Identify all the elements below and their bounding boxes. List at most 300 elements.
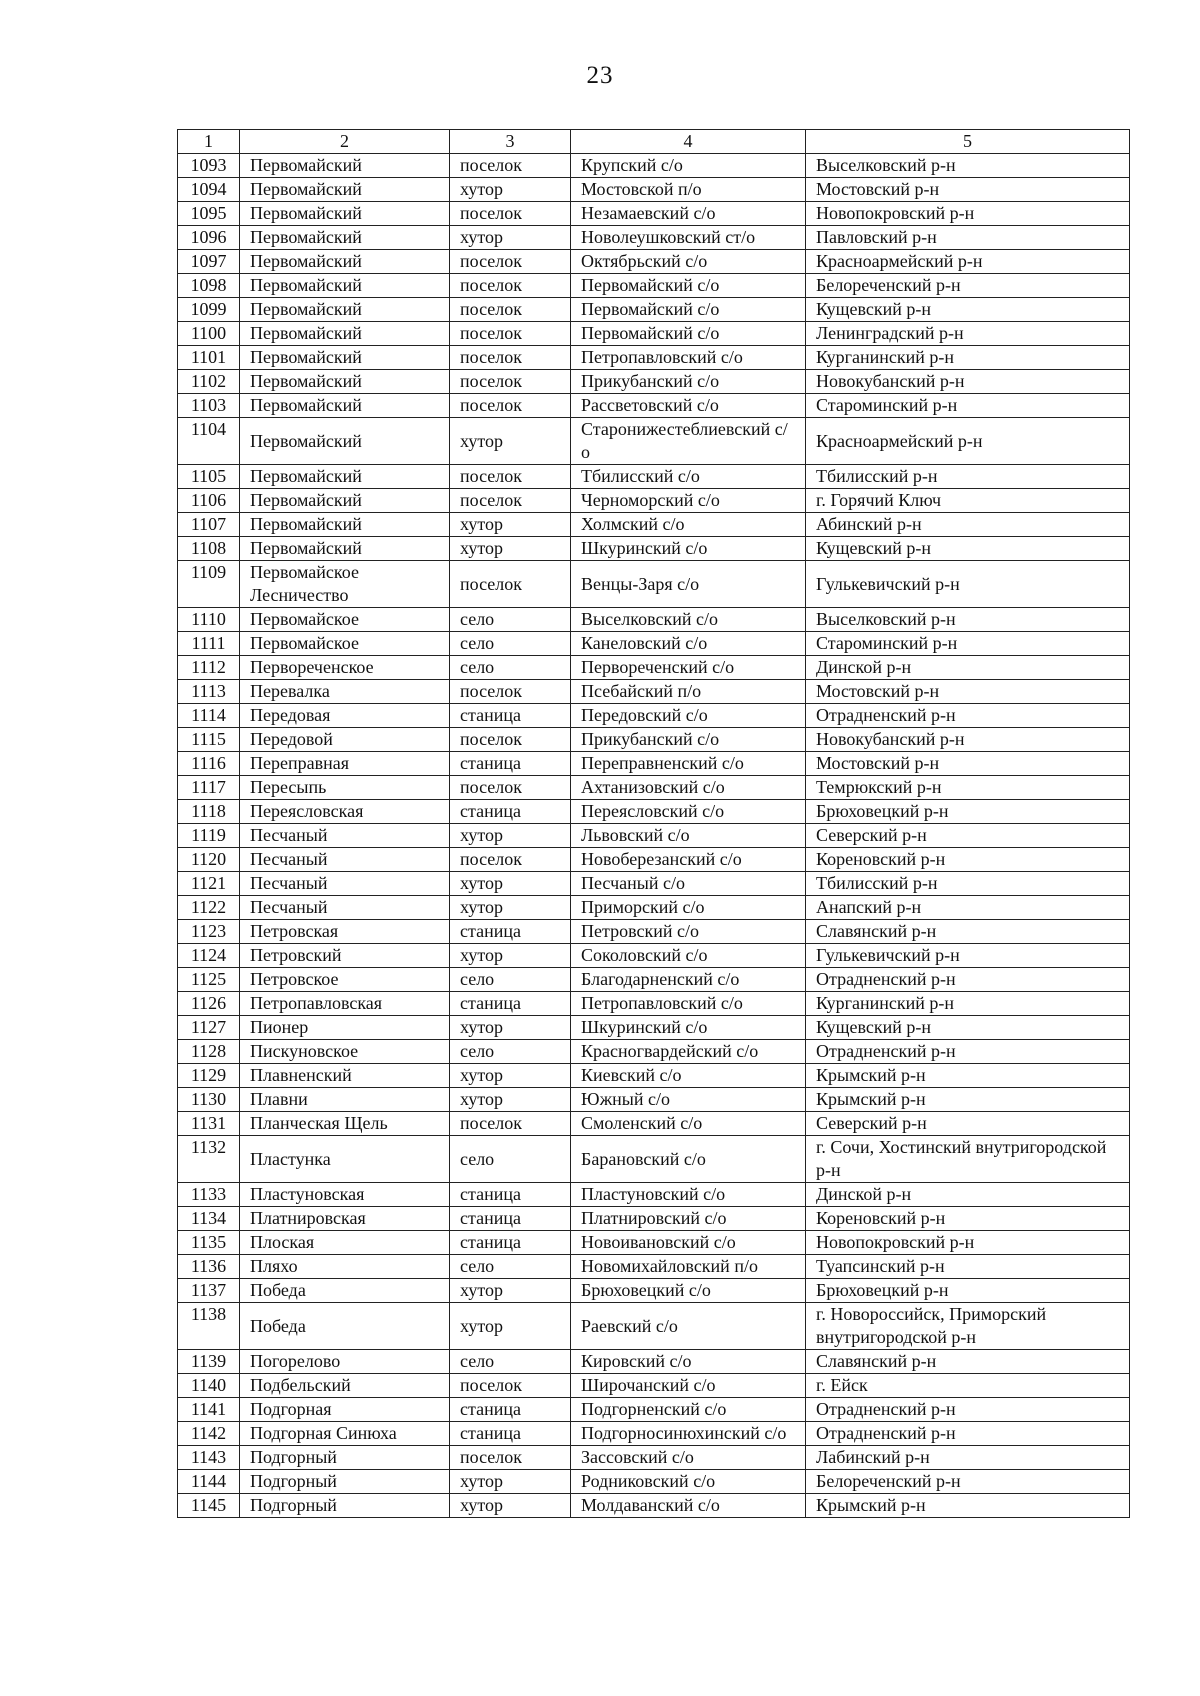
rural-council: Холмский с/о: [571, 513, 806, 537]
district: Кущевский р-н: [806, 537, 1130, 561]
rural-council: Прикубанский с/о: [571, 370, 806, 394]
table-row: [178, 728, 1130, 752]
settlement-type: станица: [450, 800, 571, 824]
rural-council: Молдаванский с/о: [571, 1494, 806, 1518]
row-number: 1109: [178, 561, 240, 608]
rural-council: Крупский с/о: [571, 154, 806, 178]
settlement-type: поселок: [450, 489, 571, 513]
rural-council: Мостовской п/о: [571, 178, 806, 202]
district: Брюховецкий р-н: [806, 1279, 1130, 1303]
settlement-type: хутор: [450, 513, 571, 537]
district: г. Новороссийск, Приморский внутригородской р-н: [806, 1303, 1130, 1350]
settlement-type: поселок: [450, 322, 571, 346]
row-number: 1094: [178, 178, 240, 202]
district: Красноармейский р-н: [806, 418, 1130, 465]
rural-council: Благодарненский с/о: [571, 968, 806, 992]
settlement-name: Песчаный: [240, 872, 450, 896]
rural-council: Шкуринский с/о: [571, 1016, 806, 1040]
district: Динской р-н: [806, 1183, 1130, 1207]
row-number: 1142: [178, 1422, 240, 1446]
table-row: [178, 394, 1130, 418]
row-number: 1141: [178, 1398, 240, 1422]
settlement-name: Первомайский: [240, 465, 450, 489]
table-row: [178, 992, 1130, 1016]
table-row: [178, 1231, 1130, 1255]
table-row: [178, 632, 1130, 656]
row-number: 1098: [178, 274, 240, 298]
settlement-name: Подгорный: [240, 1470, 450, 1494]
row-number: 1126: [178, 992, 240, 1016]
table-row: [178, 1303, 1130, 1350]
rural-council: Старонижестеблиевский с/о: [571, 418, 806, 465]
district: Кореновский р-н: [806, 848, 1130, 872]
settlement-type: хутор: [450, 178, 571, 202]
column-header: 4: [571, 130, 806, 154]
district: Отрадненский р-н: [806, 704, 1130, 728]
settlement-name: Первомайский: [240, 513, 450, 537]
settlement-type: село: [450, 656, 571, 680]
rural-council: Песчаный с/о: [571, 872, 806, 896]
settlement-name: Перевалка: [240, 680, 450, 704]
settlement-name: Подбельский: [240, 1374, 450, 1398]
table-row: [178, 824, 1130, 848]
row-number: 1106: [178, 489, 240, 513]
settlement-name: Петропавловская: [240, 992, 450, 1016]
row-number: 1097: [178, 250, 240, 274]
table-row: [178, 872, 1130, 896]
district: Красноармейский р-н: [806, 250, 1130, 274]
district: Гулькевичский р-н: [806, 944, 1130, 968]
table-row: [178, 561, 1130, 608]
settlement-name: Первомайский: [240, 250, 450, 274]
district: Курганинский р-н: [806, 992, 1130, 1016]
row-number: 1115: [178, 728, 240, 752]
row-number: 1104: [178, 418, 240, 465]
district: Отрадненский р-н: [806, 968, 1130, 992]
district: Староминский р-н: [806, 394, 1130, 418]
table-row: [178, 944, 1130, 968]
settlement-type: село: [450, 632, 571, 656]
column-header: 5: [806, 130, 1130, 154]
district: Абинский р-н: [806, 513, 1130, 537]
settlement-name: Первомайский: [240, 202, 450, 226]
district: Северский р-н: [806, 1112, 1130, 1136]
row-number: 1105: [178, 465, 240, 489]
settlement-name: Переясловская: [240, 800, 450, 824]
row-number: 1139: [178, 1350, 240, 1374]
settlement-type: поселок: [450, 776, 571, 800]
rural-council: Подгорносинюхинский с/о: [571, 1422, 806, 1446]
settlement-type: хутор: [450, 1279, 571, 1303]
district: Кореновский р-н: [806, 1207, 1130, 1231]
settlement-name: Песчаный: [240, 824, 450, 848]
settlement-name: Пересыпь: [240, 776, 450, 800]
table-row: [178, 752, 1130, 776]
table-row: [178, 1088, 1130, 1112]
settlement-type: село: [450, 1255, 571, 1279]
rural-council: Шкуринский с/о: [571, 537, 806, 561]
settlement-type: поселок: [450, 728, 571, 752]
rural-council: Первомайский с/о: [571, 274, 806, 298]
district: Крымский р-н: [806, 1088, 1130, 1112]
settlement-name: Переправная: [240, 752, 450, 776]
settlement-name: Первомайский: [240, 394, 450, 418]
settlement-name: Плоская: [240, 1231, 450, 1255]
settlement-type: хутор: [450, 1470, 571, 1494]
row-number: 1132: [178, 1136, 240, 1183]
rural-council: Платнировский с/о: [571, 1207, 806, 1231]
header-row: [178, 130, 1130, 154]
table-row: [178, 848, 1130, 872]
settlement-type: поселок: [450, 680, 571, 704]
settlement-type: село: [450, 608, 571, 632]
settlement-name: Песчаный: [240, 896, 450, 920]
settlement-name: Петровская: [240, 920, 450, 944]
settlement-name: Первомайский: [240, 346, 450, 370]
table-row: [178, 1374, 1130, 1398]
district: Белореченский р-н: [806, 274, 1130, 298]
settlement-name: Первомайское: [240, 632, 450, 656]
settlement-name: Первомайское Лесничество: [240, 561, 450, 608]
table-row: [178, 537, 1130, 561]
row-number: 1145: [178, 1494, 240, 1518]
row-number: 1113: [178, 680, 240, 704]
row-number: 1136: [178, 1255, 240, 1279]
settlement-type: поселок: [450, 465, 571, 489]
row-number: 1133: [178, 1183, 240, 1207]
row-number: 1107: [178, 513, 240, 537]
settlement-type: поселок: [450, 250, 571, 274]
settlement-type: хутор: [450, 1016, 571, 1040]
settlement-name: Погорелово: [240, 1350, 450, 1374]
district: Мостовский р-н: [806, 752, 1130, 776]
district: Лабинский р-н: [806, 1446, 1130, 1470]
settlement-type: поселок: [450, 848, 571, 872]
rural-council: Октябрьский с/о: [571, 250, 806, 274]
settlement-name: Пионер: [240, 1016, 450, 1040]
column-header: 2: [240, 130, 450, 154]
settlement-name: Планческая Щель: [240, 1112, 450, 1136]
settlement-type: хутор: [450, 1303, 571, 1350]
settlement-name: Подгорный: [240, 1446, 450, 1470]
table-row: [178, 513, 1130, 537]
rural-council: Кировский с/о: [571, 1350, 806, 1374]
table-row: [178, 1494, 1130, 1518]
page-number: 23: [586, 62, 614, 89]
district: Туапсинский р-н: [806, 1255, 1130, 1279]
settlement-type: хутор: [450, 418, 571, 465]
district: Динской р-н: [806, 656, 1130, 680]
settlement-name: Первомайский: [240, 418, 450, 465]
settlement-name: Первомайский: [240, 226, 450, 250]
table-row: [178, 776, 1130, 800]
settlement-type: станица: [450, 1422, 571, 1446]
district: Мостовский р-н: [806, 680, 1130, 704]
settlement-type: поселок: [450, 1112, 571, 1136]
district: г. Ейск: [806, 1374, 1130, 1398]
settlement-name: Песчаный: [240, 848, 450, 872]
row-number: 1140: [178, 1374, 240, 1398]
settlement-type: поселок: [450, 394, 571, 418]
rural-council: Киевский с/о: [571, 1064, 806, 1088]
settlement-name: Плавни: [240, 1088, 450, 1112]
table-row: [178, 1422, 1130, 1446]
rural-council: Соколовский с/о: [571, 944, 806, 968]
district: Староминский р-н: [806, 632, 1130, 656]
row-number: 1123: [178, 920, 240, 944]
table-row: [178, 418, 1130, 465]
settlement-name: Первореченское: [240, 656, 450, 680]
row-number: 1122: [178, 896, 240, 920]
district: Славянский р-н: [806, 1350, 1130, 1374]
table-row: [178, 1183, 1130, 1207]
row-number: 1102: [178, 370, 240, 394]
settlement-name: Пластуновская: [240, 1183, 450, 1207]
table-row: [178, 1136, 1130, 1183]
rural-council: Пластуновский с/о: [571, 1183, 806, 1207]
row-number: 1144: [178, 1470, 240, 1494]
row-number: 1137: [178, 1279, 240, 1303]
table-row: [178, 1040, 1130, 1064]
rural-council: Новоивановский с/о: [571, 1231, 806, 1255]
table-row: [178, 1279, 1130, 1303]
settlement-type: хутор: [450, 896, 571, 920]
row-number: 1110: [178, 608, 240, 632]
rural-council: Приморский с/о: [571, 896, 806, 920]
table-row: [178, 656, 1130, 680]
rural-council: Тбилисский с/о: [571, 465, 806, 489]
row-number: 1096: [178, 226, 240, 250]
district: Тбилисский р-н: [806, 872, 1130, 896]
row-number: 1127: [178, 1016, 240, 1040]
settlement-name: Победа: [240, 1279, 450, 1303]
district: Темрюкский р-н: [806, 776, 1130, 800]
row-number: 1117: [178, 776, 240, 800]
row-number: 1120: [178, 848, 240, 872]
district: г. Сочи, Хостинский внутригородской р-н: [806, 1136, 1130, 1183]
settlement-name: Первомайский: [240, 178, 450, 202]
table-row: [178, 1064, 1130, 1088]
settlement-name: Первомайский: [240, 489, 450, 513]
row-number: 1130: [178, 1088, 240, 1112]
settlement-type: хутор: [450, 944, 571, 968]
rural-council: Подгорненский с/о: [571, 1398, 806, 1422]
district: г. Горячий Ключ: [806, 489, 1130, 513]
table-row: [178, 298, 1130, 322]
table-row: [178, 226, 1130, 250]
table-header: [178, 130, 1130, 154]
table-row: [178, 322, 1130, 346]
table-row: [178, 680, 1130, 704]
settlement-name: Пластунка: [240, 1136, 450, 1183]
table-row: [178, 274, 1130, 298]
district: Северский р-н: [806, 824, 1130, 848]
district: Кущевский р-н: [806, 1016, 1130, 1040]
settlement-type: поселок: [450, 154, 571, 178]
settlement-type: хутор: [450, 226, 571, 250]
table-row: [178, 1255, 1130, 1279]
district: Выселковский р-н: [806, 608, 1130, 632]
settlement-type: станица: [450, 1398, 571, 1422]
row-number: 1108: [178, 537, 240, 561]
row-number: 1131: [178, 1112, 240, 1136]
settlement-type: поселок: [450, 561, 571, 608]
table-row: [178, 1016, 1130, 1040]
settlements-table: [177, 129, 1130, 1518]
district: Анапский р-н: [806, 896, 1130, 920]
settlement-name: Первомайский: [240, 537, 450, 561]
settlement-type: станица: [450, 1207, 571, 1231]
rural-council: Переясловский с/о: [571, 800, 806, 824]
district: Выселковский р-н: [806, 154, 1130, 178]
table-body: [178, 154, 1130, 1518]
settlement-name: Первомайское: [240, 608, 450, 632]
district: Брюховецкий р-н: [806, 800, 1130, 824]
settlement-name: Петровское: [240, 968, 450, 992]
settlement-name: Пляхо: [240, 1255, 450, 1279]
table-row: [178, 1350, 1130, 1374]
table-row: [178, 465, 1130, 489]
settlement-type: село: [450, 1350, 571, 1374]
table-row: [178, 202, 1130, 226]
rural-council: Рассветовский с/о: [571, 394, 806, 418]
rural-council: Первомайский с/о: [571, 298, 806, 322]
row-number: 1143: [178, 1446, 240, 1470]
table-row: [178, 489, 1130, 513]
row-number: 1112: [178, 656, 240, 680]
settlement-type: поселок: [450, 1446, 571, 1470]
settlement-type: поселок: [450, 346, 571, 370]
rural-council: Черноморский с/о: [571, 489, 806, 513]
rural-council: Петропавловский с/о: [571, 346, 806, 370]
rural-council: Венцы-Заря с/о: [571, 561, 806, 608]
row-number: 1095: [178, 202, 240, 226]
settlement-type: поселок: [450, 370, 571, 394]
rural-council: Псебайский п/о: [571, 680, 806, 704]
rural-council: Петровский с/о: [571, 920, 806, 944]
rural-council: Петропавловский с/о: [571, 992, 806, 1016]
settlement-name: Передовой: [240, 728, 450, 752]
settlement-name: Плавненский: [240, 1064, 450, 1088]
rural-council: Первореченский с/о: [571, 656, 806, 680]
row-number: 1116: [178, 752, 240, 776]
settlement-name: Первомайский: [240, 322, 450, 346]
settlement-name: Подгорный: [240, 1494, 450, 1518]
table-row: [178, 1398, 1130, 1422]
settlement-type: село: [450, 1136, 571, 1183]
table-row: [178, 704, 1130, 728]
row-number: 1135: [178, 1231, 240, 1255]
row-number: 1138: [178, 1303, 240, 1350]
district: Павловский р-н: [806, 226, 1130, 250]
table-row: [178, 178, 1130, 202]
district: Отрадненский р-н: [806, 1422, 1130, 1446]
row-number: 1114: [178, 704, 240, 728]
district: Крымский р-н: [806, 1064, 1130, 1088]
rural-council: Зассовский с/о: [571, 1446, 806, 1470]
row-number: 1128: [178, 1040, 240, 1064]
row-number: 1118: [178, 800, 240, 824]
settlement-type: хутор: [450, 872, 571, 896]
settlement-name: Подгорная: [240, 1398, 450, 1422]
row-number: 1121: [178, 872, 240, 896]
rural-council: Новоберезанский с/о: [571, 848, 806, 872]
table-row: [178, 1470, 1130, 1494]
settlement-type: поселок: [450, 274, 571, 298]
district: Новопокровский р-н: [806, 202, 1130, 226]
settlement-type: станица: [450, 992, 571, 1016]
rural-council: Львовский с/о: [571, 824, 806, 848]
table-row: [178, 1112, 1130, 1136]
rural-council: Переправненский с/о: [571, 752, 806, 776]
settlement-type: хутор: [450, 1494, 571, 1518]
settlement-type: станица: [450, 1231, 571, 1255]
rural-council: Выселковский с/о: [571, 608, 806, 632]
settlement-name: Подгорная Синюха: [240, 1422, 450, 1446]
settlement-type: хутор: [450, 1064, 571, 1088]
settlement-type: хутор: [450, 537, 571, 561]
rural-council: Ахтанизовский с/о: [571, 776, 806, 800]
settlement-type: поселок: [450, 298, 571, 322]
table-row: [178, 800, 1130, 824]
rural-council: Канеловский с/о: [571, 632, 806, 656]
table-row: [178, 896, 1130, 920]
rural-council: Первомайский с/о: [571, 322, 806, 346]
rural-council: Красногвардейский с/о: [571, 1040, 806, 1064]
rural-council: Новомихайловский п/о: [571, 1255, 806, 1279]
district: Отрадненский р-н: [806, 1398, 1130, 1422]
district: Отрадненский р-н: [806, 1040, 1130, 1064]
rural-council: Широчанский с/о: [571, 1374, 806, 1398]
table-row: [178, 250, 1130, 274]
settlement-type: станица: [450, 920, 571, 944]
row-number: 1125: [178, 968, 240, 992]
table-row: [178, 1446, 1130, 1470]
settlement-type: станица: [450, 752, 571, 776]
table-row: [178, 1207, 1130, 1231]
settlement-name: Первомайский: [240, 154, 450, 178]
settlement-type: станица: [450, 704, 571, 728]
district: Тбилисский р-н: [806, 465, 1130, 489]
district: Кущевский р-н: [806, 298, 1130, 322]
table-row: [178, 346, 1130, 370]
row-number: 1103: [178, 394, 240, 418]
rural-council: Прикубанский с/о: [571, 728, 806, 752]
district: Новокубанский р-н: [806, 370, 1130, 394]
district: Крымский р-н: [806, 1494, 1130, 1518]
column-header: 1: [178, 130, 240, 154]
rural-council: Барановский с/о: [571, 1136, 806, 1183]
settlement-type: поселок: [450, 202, 571, 226]
row-number: 1093: [178, 154, 240, 178]
district: Гулькевичский р-н: [806, 561, 1130, 608]
rural-council: Брюховецкий с/о: [571, 1279, 806, 1303]
rural-council: Передовский с/о: [571, 704, 806, 728]
settlement-name: Первомайский: [240, 274, 450, 298]
settlement-type: село: [450, 1040, 571, 1064]
settlement-name: Передовая: [240, 704, 450, 728]
row-number: 1129: [178, 1064, 240, 1088]
row-number: 1099: [178, 298, 240, 322]
rural-council: Смоленский с/о: [571, 1112, 806, 1136]
rural-council: Незамаевский с/о: [571, 202, 806, 226]
row-number: 1100: [178, 322, 240, 346]
settlement-name: Пискуновское: [240, 1040, 450, 1064]
table-row: [178, 968, 1130, 992]
district: Мостовский р-н: [806, 178, 1130, 202]
settlement-name: Платнировская: [240, 1207, 450, 1231]
district: Ленинградский р-н: [806, 322, 1130, 346]
